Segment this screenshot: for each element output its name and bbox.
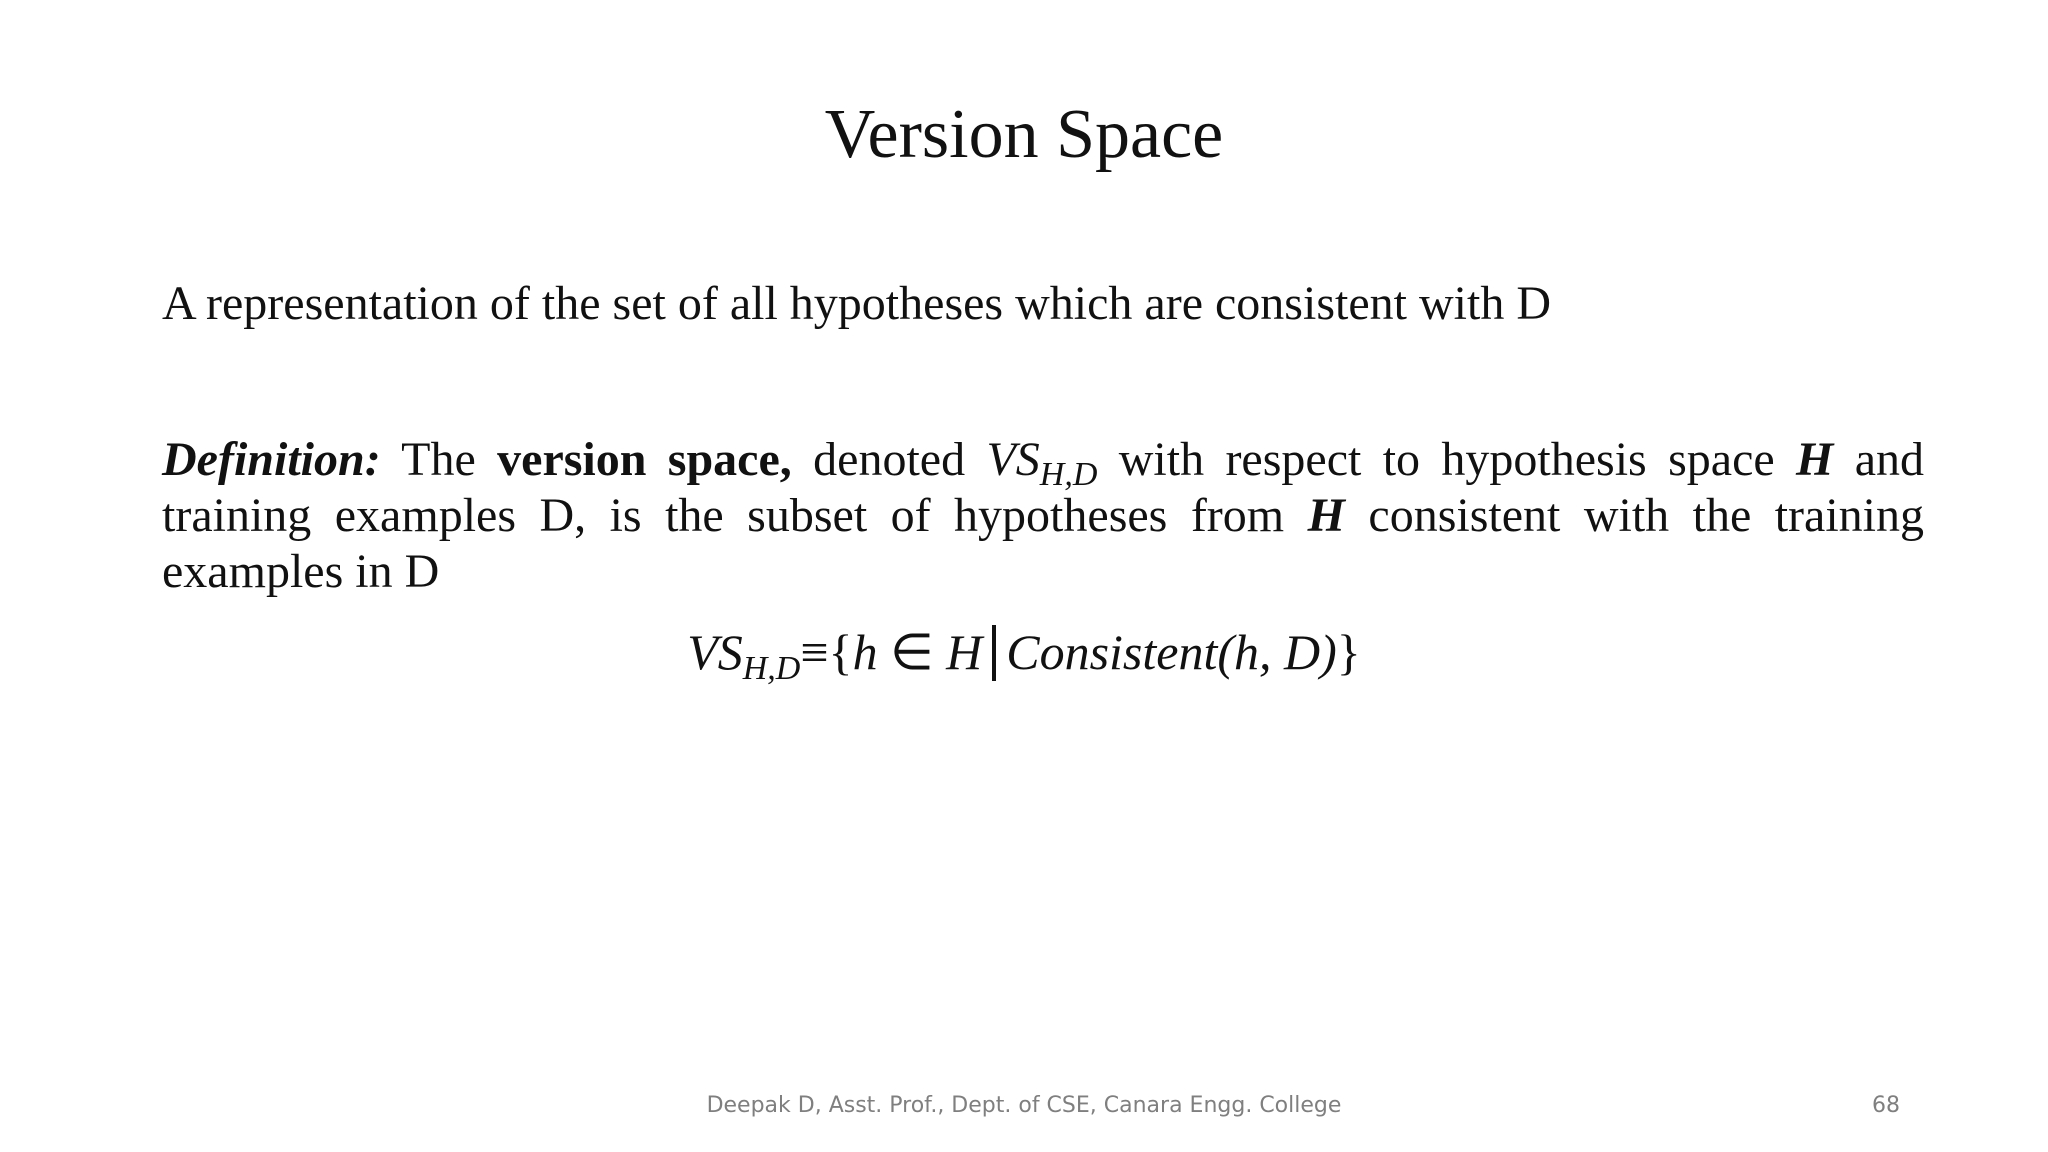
formula-close: } [1336, 624, 1361, 680]
definition-text-5: consistent with the training examples in D [162, 489, 1925, 598]
formula-equiv: ≡{ [800, 624, 853, 680]
formula-such-that-bar [992, 625, 996, 681]
definition-text-3: with respect to hypothesis space [1118, 433, 1775, 486]
formula-predicate: Consistent [1006, 624, 1218, 680]
slide-title: Version Space [824, 96, 1224, 173]
version-space-formula [0, 624, 2048, 687]
page-number: 68 [1872, 1093, 1900, 1118]
formula-lhs-subscript: H,D [742, 650, 801, 687]
definition-text-1: The [401, 433, 476, 486]
vs-subscript: H,D [1039, 456, 1098, 493]
definition-term: version space, [497, 433, 792, 486]
definition-text-2: denoted [813, 433, 966, 486]
definition-text-4: and training examples D, is the subset of hypotheses from [162, 433, 1925, 542]
formula-element-of: ∈ [890, 624, 934, 680]
hypothesis-space-symbol: H [1796, 433, 1834, 486]
definition-label: Definition: [162, 433, 381, 486]
hypothesis-space-symbol-2: H [1307, 489, 1345, 542]
formula-lhs: VS [687, 624, 743, 680]
slide-footer: Deepak D, Asst. Prof., Dept. of CSE, Canara Engg. College [706, 1093, 1342, 1118]
intro-text: A representation of the set of all hypotheses which are consistent with D [162, 277, 1551, 330]
formula-h: h [852, 624, 878, 680]
definition-paragraph [162, 432, 1924, 600]
formula-set-h: H [946, 624, 983, 680]
vs-symbol: VS [986, 433, 1040, 486]
formula-args: (h, D) [1217, 624, 1337, 680]
